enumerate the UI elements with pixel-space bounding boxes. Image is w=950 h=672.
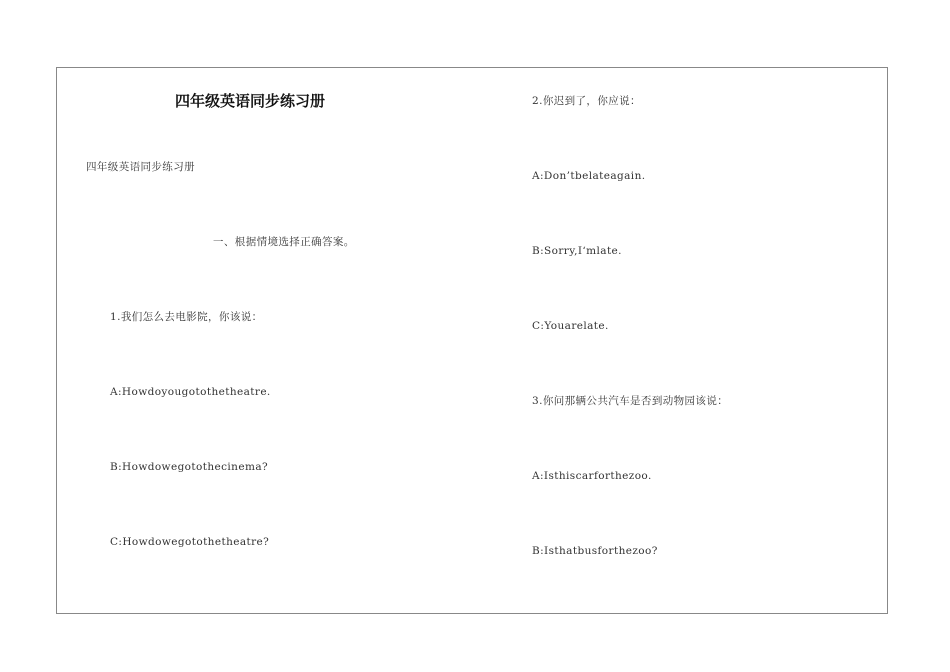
subtitle: 四年级英语同步练习册: [86, 161, 195, 173]
question-3-prompt: 3.你问那辆公共汽车是否到动物园该说：: [532, 395, 729, 407]
section-heading: 一、根据情境选择正确答案。: [213, 236, 355, 248]
page-border: [56, 67, 888, 614]
question-3-option-b: B:Isthatbusforthezoo?: [532, 545, 658, 557]
question-2-option-a: A:Don’tbelateagain.: [532, 170, 646, 182]
question-1-prompt: 1.我们怎么去电影院，你该说：: [110, 311, 263, 323]
question-2-option-c: C:Youarelate.: [532, 320, 609, 332]
question-3-option-a: A:Isthiscarforthezoo.: [532, 470, 652, 482]
question-1-option-b: B:Howdowegotothecinema?: [110, 461, 269, 473]
page-title: 四年级英语同步练习册: [175, 92, 326, 110]
question-2-option-b: B:Sorry,I‘mlate.: [532, 245, 622, 257]
question-1-option-a: A:Howdoyougotothetheatre.: [110, 386, 271, 398]
question-2-prompt: 2.你迟到了，你应说：: [532, 95, 641, 107]
question-1-option-c: C:Howdowegotothetheatre?: [110, 536, 270, 548]
